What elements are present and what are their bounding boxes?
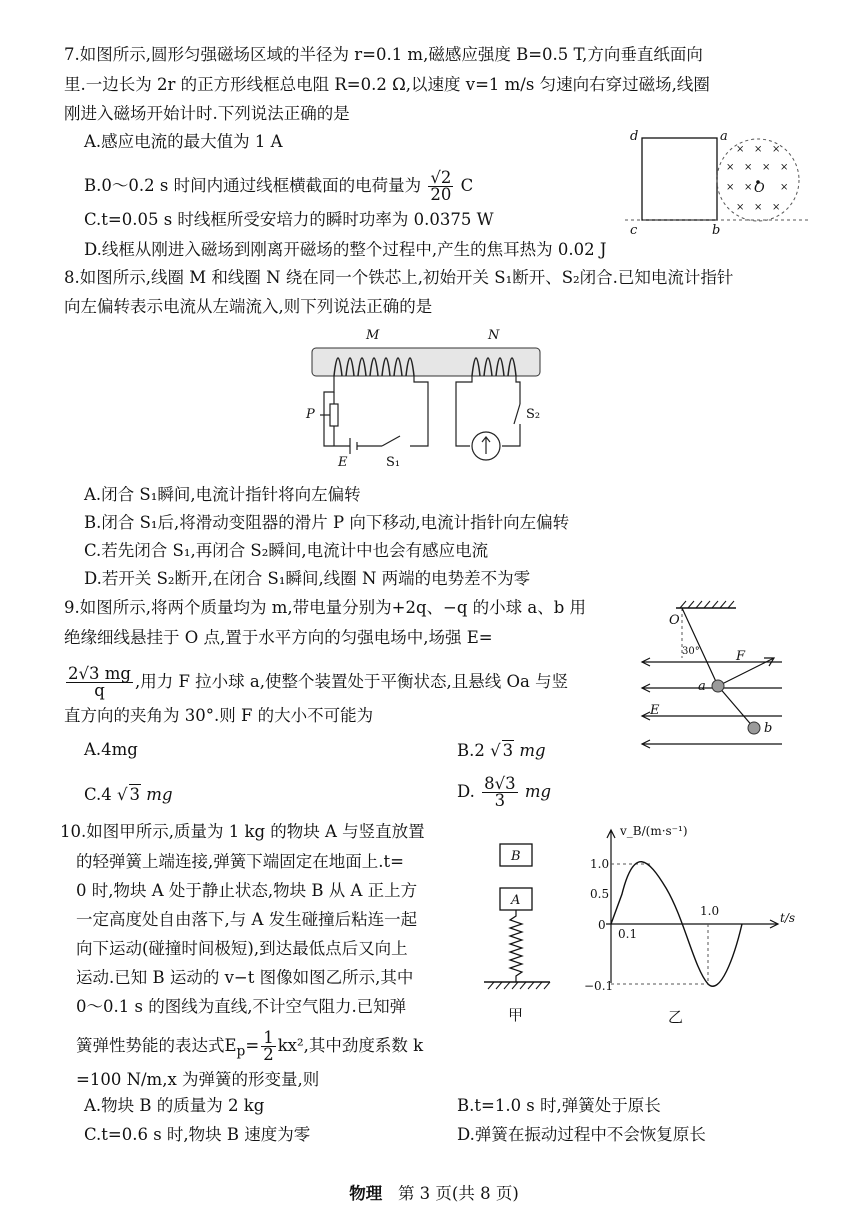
ground-hatch bbox=[488, 982, 550, 989]
q10-option-c: C.t=0.6 s 时,物块 B 速度为零 bbox=[84, 1125, 311, 1144]
q7-option-a: A.感应电流的最大值为 1 A bbox=[84, 132, 283, 151]
string-ab bbox=[718, 686, 754, 728]
svg-text:×: × bbox=[754, 202, 763, 213]
option-unit: mg bbox=[524, 782, 552, 801]
fraction-numerator: 2√3 mg bbox=[68, 664, 131, 683]
q8-stem-line-1: 8.如图所示,线圈 M 和线圈 N 绕在同一个铁芯上,初始开关 S₁断开、S₂闭合.已知电流计指针 bbox=[64, 268, 734, 287]
fraction-denominator: 2 bbox=[263, 1045, 274, 1064]
q8-option-a: A.闭合 S₁瞬间,电流计指针将向左偏转 bbox=[84, 485, 361, 504]
energy-expression-rest: kx²,其中劲度系数 k bbox=[277, 1036, 424, 1055]
label-f: F bbox=[736, 649, 746, 664]
ceiling-hatch bbox=[680, 601, 734, 608]
equals-sign: = bbox=[245, 1036, 260, 1055]
svg-text:×: × bbox=[726, 162, 735, 173]
q7-option-d: D.线框从刚进入磁场到刚离开磁场的整个过程中,产生的焦耳热为 0.02 J bbox=[84, 240, 607, 259]
q8-stem-line-2: 向左偏转表示电流从左端流入,则下列说法正确的是 bbox=[64, 297, 433, 316]
fraction-denominator: 3 bbox=[494, 791, 506, 810]
y-tick-05: 0.5 bbox=[590, 887, 610, 901]
svg-text:×: × bbox=[772, 144, 781, 155]
q9-option-a: A.4mg bbox=[84, 740, 138, 759]
q10-stem-line-8 bbox=[76, 1030, 423, 1063]
svg-text:×: × bbox=[772, 202, 781, 213]
svg-text:×: × bbox=[744, 162, 753, 173]
svg-text:×: × bbox=[754, 144, 763, 155]
label-c: c bbox=[630, 223, 638, 238]
spring bbox=[510, 910, 522, 982]
q10-spring-figure-jia bbox=[478, 836, 558, 1026]
option-prefix: D. bbox=[457, 782, 475, 801]
q7-option-c: C.t=0.05 s 时线框所受安培力的瞬时功率为 0.0375 W bbox=[84, 210, 494, 229]
q8-option-b: B.闭合 S₁后,将滑动变阻器的滑片 P 向下移动,电流计指针向左偏转 bbox=[84, 513, 570, 532]
q10-stem-line-6: 运动.已知 B 运动的 v−t 图像如图乙所示,其中 bbox=[76, 968, 414, 987]
q9-stem-line-4: 直方向的夹角为 30°.则 F 的大小不可能为 bbox=[64, 706, 374, 725]
label-o: O bbox=[754, 181, 765, 196]
label-yi: 乙 bbox=[668, 1008, 684, 1026]
q10-stem-line-2: 的轻弹簧上端连接,弹簧下端固定在地面上.t= bbox=[76, 852, 404, 871]
q7-option-b-text: B.0～0.2 s 时间内通过线框横截面的电荷量为 bbox=[84, 176, 422, 195]
x-axis-label: t/s bbox=[780, 911, 796, 925]
y-tick-neg: −0.1 bbox=[584, 979, 614, 993]
option-prefix: B.2 bbox=[457, 741, 485, 760]
ball-a bbox=[712, 680, 724, 692]
label-a: a bbox=[698, 679, 706, 694]
svg-text:×: × bbox=[780, 162, 789, 173]
label-b: b bbox=[712, 223, 721, 238]
svg-text:×: × bbox=[762, 162, 771, 173]
q10-vt-graph-yi bbox=[578, 818, 808, 1028]
q9-stem-line-2: 绝缘细线悬挂于 O 点,置于水平方向的匀强电场中,场强 E= bbox=[64, 628, 493, 647]
q10-option-b: B.t=1.0 s 时,弹簧处于原长 bbox=[457, 1096, 661, 1115]
q9-option-d-fraction bbox=[482, 776, 518, 809]
label-block-a: A bbox=[511, 893, 521, 908]
label-block-b: B bbox=[511, 849, 521, 864]
primary-circuit bbox=[320, 376, 428, 454]
sqrt-radicand: 3 bbox=[129, 785, 141, 804]
q8-option-d: D.若开关 S₂断开,在闭合 S₁瞬间,线圈 N 两端的电势差不为零 bbox=[84, 569, 531, 588]
field-lines bbox=[642, 658, 782, 748]
label-d: d bbox=[630, 129, 639, 144]
q10-stem-line-4: 一定高度处自由落下,与 A 发生碰撞后粘连一起 bbox=[76, 910, 418, 929]
q10-stem-line-7: 0～0.1 s 的图线为直线,不计空气阻力.已知弹 bbox=[76, 997, 407, 1016]
q9-stem-line-1: 9.如图所示,将两个质量均为 m,带电量分别为+2q、−q 的小球 a、b 用 bbox=[64, 598, 587, 617]
option-prefix: C.4 bbox=[84, 785, 112, 804]
q7-magnetic-field-figure bbox=[620, 120, 810, 238]
q8-option-c: C.若先闭合 S₁,再闭合 S₂瞬间,电流计中也会有感应电流 bbox=[84, 541, 489, 560]
svg-text:×: × bbox=[736, 144, 745, 155]
q7-stem-line-3: 刚进入磁场开始计时.下列说法正确的是 bbox=[64, 104, 350, 123]
label-angle: 30° bbox=[682, 646, 700, 657]
fraction-numerator: √2 bbox=[430, 168, 452, 187]
q9-stem-line-3-text: ,用力 F 拉小球 a,使整个装置处于平衡状态,且悬线 Oa 与竖 bbox=[134, 672, 569, 691]
label-coil-n: N bbox=[488, 328, 500, 343]
sqrt-radicand: 3 bbox=[502, 741, 514, 760]
svg-text:×: × bbox=[744, 182, 753, 193]
q10-stem-line-5: 向下运动(碰撞时间极短),到达最低点后又向上 bbox=[76, 939, 408, 958]
y-tick-0: 0 bbox=[598, 918, 606, 932]
q10-stem-line-1: 10.如图甲所示,质量为 1 kg 的物块 A 与竖直放置 bbox=[60, 822, 425, 841]
fraction-numerator: 8√3 bbox=[484, 774, 516, 793]
energy-expression-label: 簧弹性势能的表达式E bbox=[76, 1036, 237, 1055]
x-tick-10: 1.0 bbox=[700, 904, 720, 918]
q10-stem-line-3: 0 时,物块 A 处于静止状态,物块 B 从 A 正上方 bbox=[76, 881, 418, 900]
label-s1: S₁ bbox=[386, 455, 401, 470]
svg-text:×: × bbox=[780, 182, 789, 193]
q7-stem-line-2: 里.一边长为 2r 的正方形线框总电阻 R=0.2 Ω,以速度 v=1 m/s 匀速向右穿过磁场,线圈 bbox=[64, 75, 710, 94]
label-e: E bbox=[650, 703, 660, 718]
q9-stem-line-3 bbox=[64, 666, 568, 699]
subscript-p: p bbox=[236, 1043, 246, 1060]
ball-b bbox=[748, 722, 760, 734]
label-coil-m: M bbox=[366, 328, 380, 343]
q7-option-b-unit: C bbox=[460, 176, 474, 195]
field-cross-marks bbox=[726, 144, 788, 213]
label-s2: S₂ bbox=[526, 407, 541, 422]
label-jia: 甲 bbox=[508, 1006, 524, 1024]
fraction-numerator: 1 bbox=[263, 1028, 274, 1047]
fraction-denominator: 20 bbox=[430, 185, 452, 204]
footer-page-number: 第 3 页(共 8 页) bbox=[397, 1184, 519, 1203]
square-wire-frame bbox=[642, 138, 717, 220]
option-unit: mg bbox=[519, 741, 546, 760]
label-b: b bbox=[764, 721, 773, 736]
q9-field-fraction bbox=[66, 666, 133, 699]
svg-text:×: × bbox=[736, 202, 745, 213]
fraction-denominator: q bbox=[94, 681, 105, 700]
q9-option-d bbox=[457, 776, 551, 809]
label-e: E bbox=[338, 455, 348, 470]
half-fraction bbox=[261, 1030, 276, 1063]
y-axis-label: v_B/(m·s⁻¹) bbox=[620, 824, 688, 838]
label-p: P bbox=[306, 407, 315, 422]
y-tick-1: 1.0 bbox=[590, 857, 610, 871]
q9-option-b: B.2 √ 3 mg bbox=[457, 741, 546, 760]
q7-stem-line-1: 7.如图所示,圆形匀强磁场区域的半径为 r=0.1 m,磁感应强度 B=0.5 T,方向垂直纸面向 bbox=[64, 45, 703, 64]
svg-text:×: × bbox=[726, 182, 735, 193]
label-o: O bbox=[669, 613, 680, 628]
footer-subject: 物理 bbox=[349, 1184, 383, 1203]
label-a: a bbox=[720, 129, 728, 144]
q10-stem-line-9: =100 N/m,x 为弹簧的形变量,则 bbox=[76, 1070, 320, 1089]
x-tick-01: 0.1 bbox=[618, 927, 638, 941]
page-footer bbox=[0, 1180, 868, 1204]
q10-option-d: D.弹簧在振动过程中不会恢复原长 bbox=[457, 1125, 706, 1144]
option-unit: mg bbox=[146, 785, 173, 804]
q9-electric-field-figure bbox=[636, 598, 786, 758]
secondary-circuit bbox=[456, 376, 520, 460]
q7-option-b-fraction bbox=[428, 170, 453, 203]
q10-option-a: A.物块 B 的质量为 2 kg bbox=[84, 1096, 265, 1115]
q7-option-b bbox=[84, 170, 473, 203]
q8-circuit-figure bbox=[302, 326, 552, 472]
q9-option-c: C.4 √ 3 mg bbox=[84, 785, 173, 804]
